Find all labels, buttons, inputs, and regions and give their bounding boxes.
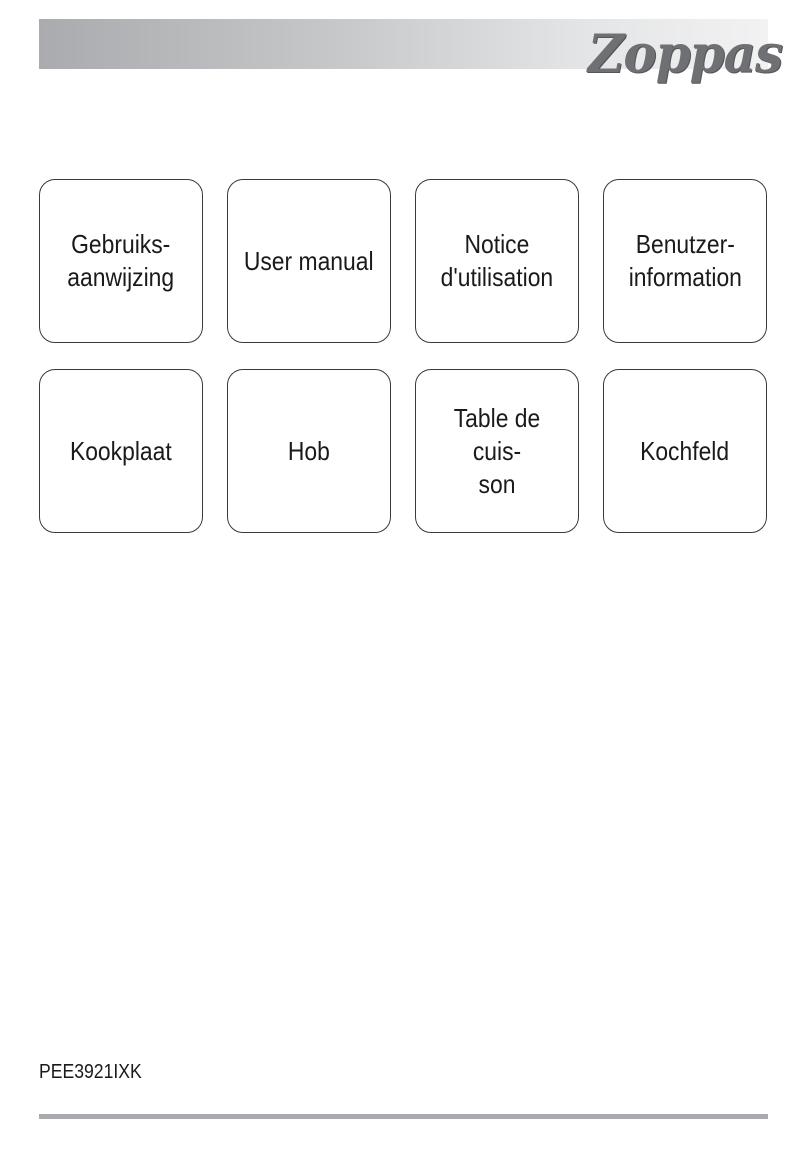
card-label: Kookplaat bbox=[70, 435, 172, 466]
card-user-manual bbox=[227, 179, 391, 343]
card-label: Notice d'utilisation bbox=[440, 229, 554, 292]
card-label: Gebruiks- aanwijzing bbox=[67, 229, 175, 292]
card-hob bbox=[227, 369, 391, 533]
card-gebruiksaanwijzing bbox=[39, 179, 203, 343]
card-label: User manual bbox=[244, 245, 374, 276]
card-label: Table de cuis- son bbox=[453, 402, 541, 499]
card-label: Kochfeld bbox=[640, 435, 730, 466]
model-number: PEE3921IXK bbox=[39, 1061, 142, 1083]
footer-rule bbox=[39, 1114, 768, 1119]
card-kookplaat bbox=[39, 369, 203, 533]
brand-logo: Zoppas bbox=[587, 22, 783, 84]
card-table-de-cuisson bbox=[415, 369, 579, 533]
card-label: Hob bbox=[288, 435, 330, 466]
card-label: Benutzer- information bbox=[628, 229, 742, 292]
card-notice-utilisation bbox=[415, 179, 579, 343]
card-benutzerinformation bbox=[603, 179, 767, 343]
card-kochfeld bbox=[603, 369, 767, 533]
